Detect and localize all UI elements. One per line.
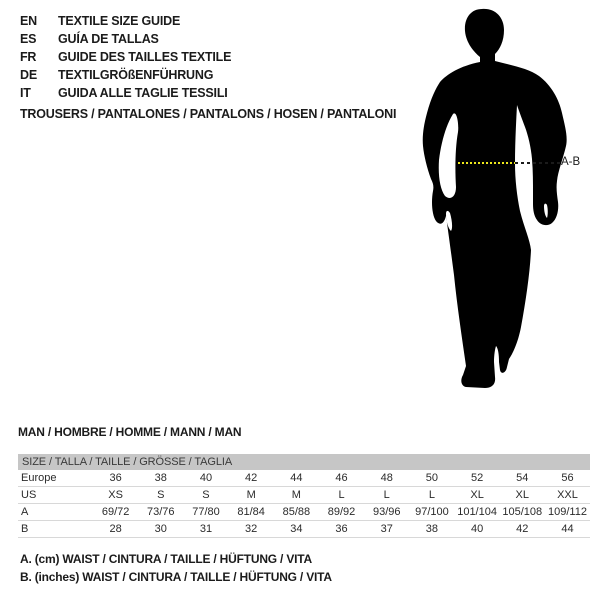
cell: 50 <box>425 471 439 484</box>
row-label: A <box>21 505 29 518</box>
table-row-europe <box>18 470 590 487</box>
language-label: GUÍA DE TALLAS <box>58 32 159 46</box>
table-row-a-cm <box>18 504 590 521</box>
language-row-de <box>20 66 231 84</box>
section-title-man: MAN / HOMBRE / HOMME / MANN / MAN <box>18 425 242 439</box>
size-table-header: SIZE / TALLA / TAILLE / GRÖSSE / TAGLIA <box>18 454 590 470</box>
cell: L <box>338 488 345 501</box>
cell: 31 <box>199 522 213 535</box>
cell: 44 <box>290 471 303 484</box>
cell: 44 <box>561 522 574 535</box>
footnote-a-cm: A. (cm) WAIST / CINTURA / TAILLE / HÜFTUNG / VITA <box>20 552 312 566</box>
cell: M <box>246 488 256 501</box>
language-code: IT <box>20 86 31 100</box>
language-code: EN <box>20 14 37 28</box>
language-code: DE <box>20 68 37 82</box>
garment-title: TROUSERS / PANTALONES / PANTALONS / HOSEN / PANTALONI <box>20 107 397 121</box>
cell: 89/92 <box>327 505 356 518</box>
cell: 101/104 <box>457 505 497 518</box>
cell: XXL <box>557 488 578 501</box>
cell: 32 <box>245 522 258 535</box>
language-label: TEXTILE SIZE GUIDE <box>58 14 181 28</box>
cell: M <box>291 488 301 501</box>
language-row-en <box>20 12 231 30</box>
language-row-fr <box>20 48 231 66</box>
measure-label-ab: A-B <box>561 156 581 168</box>
cell: 38 <box>425 522 439 535</box>
cell: L <box>383 488 390 501</box>
size-table <box>18 454 590 538</box>
table-row-us <box>18 487 590 504</box>
cell: XS <box>108 488 123 501</box>
cell: 28 <box>109 522 122 535</box>
cell: 97/100 <box>415 505 449 518</box>
table-row-b-inches <box>18 521 590 538</box>
language-label: GUIDA ALLE TAGLIE TESSILI <box>58 86 228 100</box>
language-code: FR <box>20 50 37 64</box>
language-code: ES <box>20 32 37 46</box>
cell: XL <box>470 488 484 501</box>
cell: L <box>428 488 435 501</box>
cell: 40 <box>199 471 213 484</box>
cell: 105/108 <box>502 505 543 518</box>
cell: 42 <box>516 522 529 535</box>
waist-measure-dash <box>515 162 560 164</box>
cell: S <box>202 488 210 501</box>
cell: 85/88 <box>282 505 311 518</box>
waist-measure-dash-on-body <box>458 162 515 164</box>
cell: 56 <box>561 471 574 484</box>
language-row-es <box>20 30 231 48</box>
row-label: Europe <box>21 471 57 484</box>
cell: 42 <box>245 471 258 484</box>
cell: 54 <box>516 471 529 484</box>
cell: 40 <box>470 522 484 535</box>
cell: 109/112 <box>547 505 587 518</box>
cell: 34 <box>290 522 303 535</box>
cell: 52 <box>470 471 484 484</box>
language-row-it <box>20 84 231 102</box>
language-list <box>20 12 231 102</box>
cell: S <box>157 488 165 501</box>
man-silhouette-path <box>423 9 567 388</box>
cell: 36 <box>109 471 122 484</box>
cell: 38 <box>154 471 167 484</box>
footnote-b-inches: B. (inches) WAIST / CINTURA / TAILLE / HÜFTUNG / VITA <box>20 570 332 584</box>
cell: 46 <box>335 471 348 484</box>
cell: 69/72 <box>101 505 130 518</box>
cell: 48 <box>380 471 393 484</box>
cell: 81/84 <box>237 505 265 518</box>
man-silhouette-icon <box>400 0 600 400</box>
row-label: US <box>21 488 37 501</box>
cell: 36 <box>335 522 348 535</box>
cell: 37 <box>380 522 393 535</box>
language-label: TEXTILGRÖßENFÜHRUNG <box>58 68 214 82</box>
language-label: GUIDE DES TAILLES TEXTILE <box>58 50 232 64</box>
cell: 93/96 <box>372 505 401 518</box>
cell: XL <box>515 488 530 501</box>
cell: 30 <box>154 522 167 535</box>
cell: 77/80 <box>192 505 220 518</box>
row-label: B <box>21 522 29 535</box>
cell: 73/76 <box>147 505 175 518</box>
